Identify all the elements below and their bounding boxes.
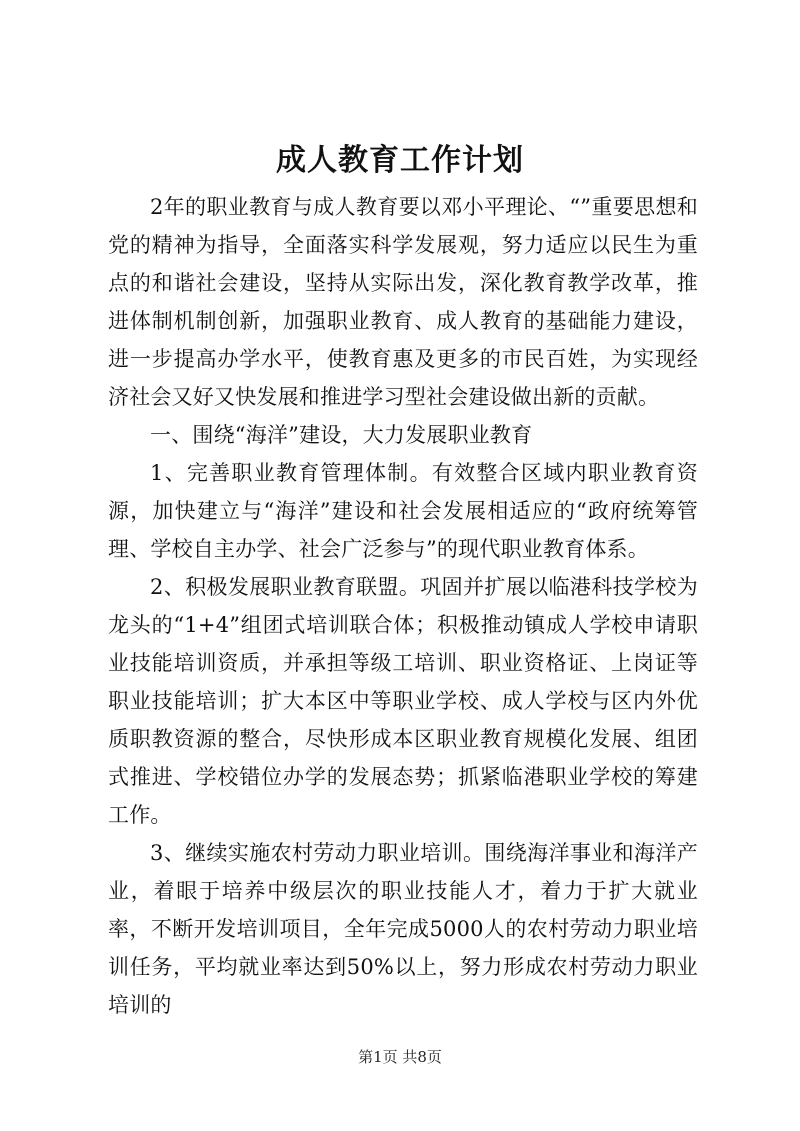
section-heading: 一、围绕“海洋”建设，大力发展职业教育 [150, 423, 533, 447]
page-number-footer: 第1页 共8页 [358, 1048, 442, 1066]
paragraph-intro: 2年的职业教育与成人教育要以邓小平理论、“”重要思想和党的精神为指导，全面落实科学发展观，努力适应以民生为重点的和谐社会建设，坚持从实际出发，深化教育教学改革，推进体制机制创新，加强职业教育、成人教育的基础能力建设，进一步提高办学水平，使教育惠及更多的市民百姓，为实现经济社会又好又快发展和推进学习型社会建设做出新的贡献。 [108, 195, 698, 409]
paragraph-item-3: 3、继续实施农村劳动力职业培训。围绕海洋事业和海洋产业，着眼于培养中级层次的职业技能人才，着力于扩大就业率，不断开发培训项目，全年完成5000人的农村劳动力职业培训任务，平均就业率达到50%以上，努力形成农村劳动力职业培训的 [108, 841, 698, 1017]
document-body [108, 188, 698, 1024]
document-title: 成人教育工作计划 [276, 143, 524, 178]
paragraph-item-1: 1、完善职业教育管理体制。有效整合区域内职业教育资源，加快建立与“海洋”建设和社会发展相适应的“政府统筹管理、学校自主办学、社会广泛参与”的现代职业教育体系。 [108, 461, 698, 561]
paragraph-item-2: 2、积极发展职业教育联盟。巩固并扩展以临港科技学校为龙头的“1+4”组团式培训联合体；积极推动镇成人学校申请职业技能培训资质，并承担等级工培训、职业资格证、上岗证等职业技能培训；扩大本区中等职业学校、成人学校与区内外优质职教资源的整合，尽快形成本区职业教育规模化发展、组团式推进、学校错位办学的发展态势；抓紧临港职业学校的筹建工作。 [108, 575, 698, 827]
